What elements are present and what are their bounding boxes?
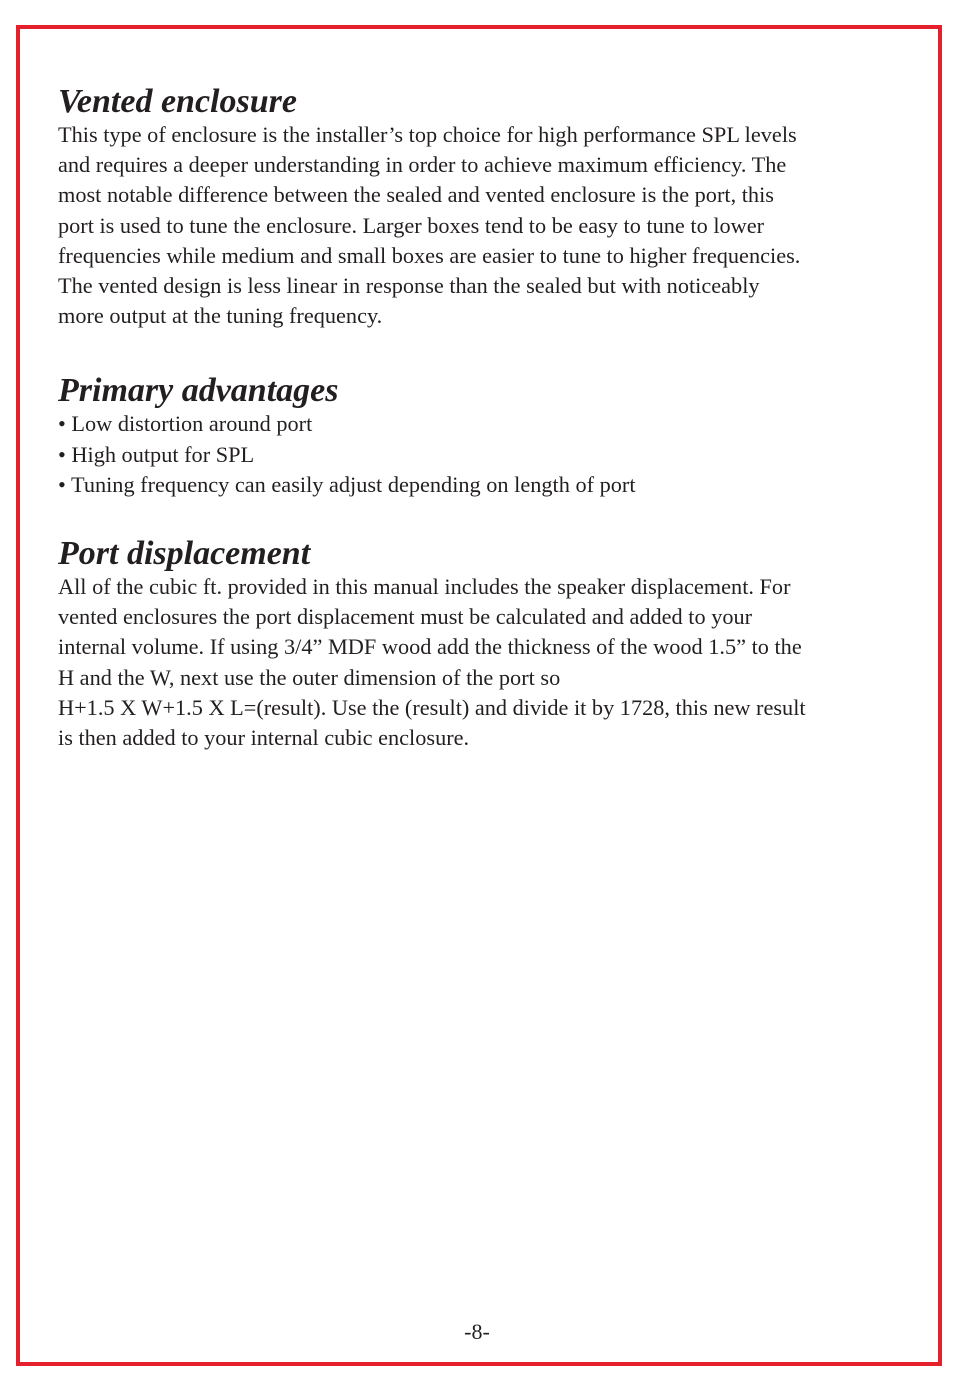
list-item-text: Tuning frequency can easily adjust depending on length of port — [70, 471, 636, 497]
text-line: and requires a deeper understanding in order to achieve maximum efficiency. The — [58, 152, 787, 178]
text-line: This type of enclosure is the installer’s top choice for high performance SPL levels — [58, 122, 797, 147]
text-line: port is used to tune the enclosure. Larger boxes tend to be easy to tune to lower — [58, 212, 765, 238]
text-line: vented enclosures the port displacement must be calculated and added to your — [58, 604, 753, 630]
page-content — [58, 84, 918, 795]
text-line: most notable difference between the sealed and vented enclosure is the port, this — [58, 182, 774, 208]
heading-primary-advantages: Primary advantages — [58, 372, 339, 410]
bullet-icon: • — [58, 441, 66, 467]
text-line: H and the W, next use the outer dimension of the port so — [58, 664, 561, 690]
list-item — [58, 440, 918, 470]
heading-port-displacement: Port displacement — [58, 535, 311, 573]
text-line: The vented design is less linear in response than the sealed but with noticeably — [58, 273, 760, 299]
text-line: more output at the tuning frequency. — [58, 303, 383, 329]
text-line: All of the cubic ft. provided in this manual includes the speaker displacement. For — [58, 574, 791, 600]
advantages-list — [58, 409, 918, 500]
heading-vented-enclosure: Vented enclosure — [58, 83, 297, 120]
section-primary-advantages — [58, 373, 918, 500]
paragraph-port-displacement — [58, 572, 918, 753]
section-vented-enclosure — [58, 84, 918, 331]
text-line: H+1.5 X W+1.5 X L=(result). Use the (result) and divide it by 1728, this new result — [58, 694, 806, 720]
text-line: is then added to your internal cubic enclosure. — [58, 725, 470, 751]
page-number: -8- — [464, 1319, 490, 1344]
text-line: frequencies while medium and small boxes are easier to tune to higher frequencies. — [58, 242, 801, 268]
paragraph-vented-enclosure — [58, 120, 918, 331]
section-port-displacement — [58, 536, 918, 753]
list-item-text: Low distortion around port — [71, 411, 313, 437]
text-line: internal volume. If using 3/4” MDF wood add the thickness of the wood 1.5” to the — [58, 634, 802, 660]
list-item — [58, 409, 918, 439]
list-item-text: High output for SPL — [71, 441, 255, 467]
bullet-icon: • — [58, 411, 66, 437]
list-item — [58, 470, 918, 500]
bullet-icon: • — [58, 471, 66, 497]
